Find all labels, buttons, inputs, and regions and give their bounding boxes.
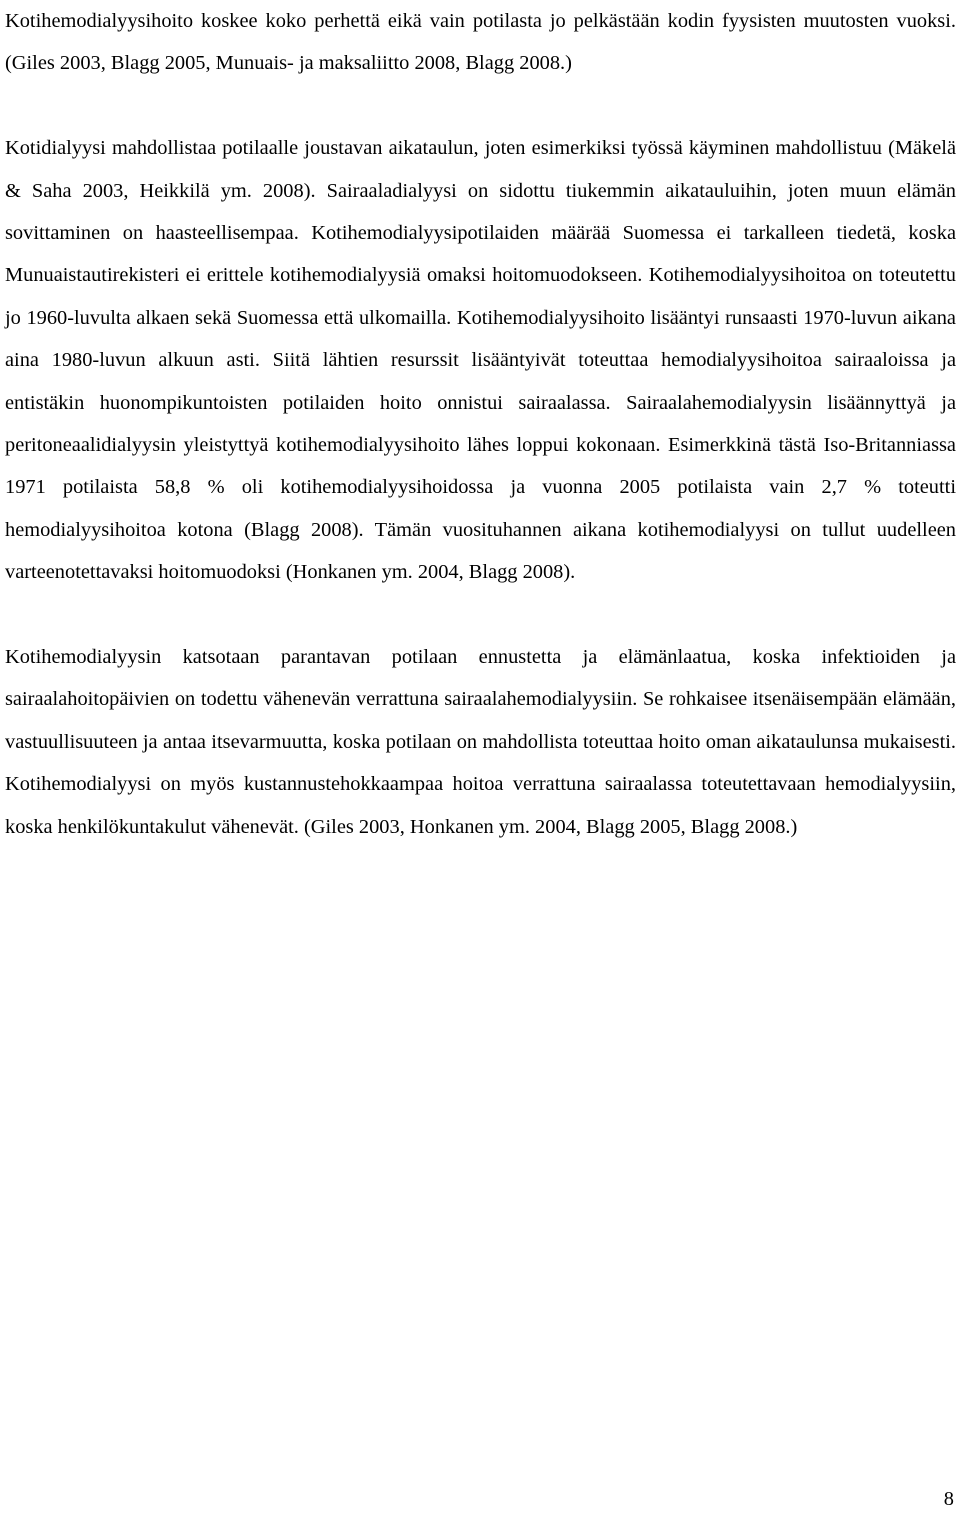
paragraph-3: Kotihemodialyysin katsotaan parantavan potilaan ennustetta ja elämänlaatua, koska infektioiden ja sairaalahoitopäivien on todettu vähenevän verrattuna sairaalahemodialyysiin. Se rohkaisee itsenäisempään elämään, vastuullisuuteen ja antaa itsevarmuutta, koska potilaan on mahdollista toteuttaa hoito oman aikataulunsa mukaisesti. Kotihemodialyysi on myös kustannustehokkaampaa hoitoa verrattuna sairaalassa toteutettavaan hemodialyysiin, koska henkilökuntakulut vähenevät. (Giles 2003, Honkanen ym. 2004, Blagg 2005, Blagg 2008.) xyxy=(5,646,956,838)
paragraph-2: Kotidialyysi mahdollistaa potilaalle joustavan aikataulun, joten esimerkiksi työssä käyminen mahdollistuu (Mäkelä & Saha 2003, Heikkilä ym. 2008). Sairaaladialyysi on sidottu tiukemmin aikatauluihin, joten muun elämän sovittaminen on haasteellisempaa. Kotihemodialyysipotilaiden määrää Suomessa ei tarkalleen tiedetä, koska Munuaistautirekisteri ei erittele kotihemodialyysiä omaksi hoitomuodokseen. Kotihemodialyysihoitoa on toteutettu jo 1960-luvulta alkaen sekä Suomessa että ulkomailla. Kotihemodialyysihoito lisääntyi runsaasti 1970-luvun aikana aina 1980-luvun alkuun asti. Siitä lähtien resurssit lisääntyivät toteuttaa hemodialyysihoitoa sairaaloissa ja entistäkin huonompikuntoisten potilaiden hoito onnistui sairaalassa. Sairaalahemodialyysin lisäännyttyä ja peritoneaalidialyysin yleistyttyä kotihemodialyysihoito lähes loppui kokonaan. Esimerkkinä tästä Iso-Britanniassa 1971 potilaista 58,8 % oli kotihemodialyysihoidossa ja vuonna 2005 potilaista vain 2,7 % toteutti hemodialyysihoitoa kotona (Blagg 2008). Tämän vuosituhannen aikana kotihemodialyysi on tullut uudelleen varteenotettavaksi hoitomuodoksi (Honkanen ym. 2004, Blagg 2008). xyxy=(5,137,956,584)
paragraph-1: Kotihemodialyysihoito koskee koko perhettä eikä vain potilasta jo pelkästään kodin fyysisten muutosten vuoksi. (Giles 2003, Blagg 2005, Munuais- ja maksaliitto 2008, Blagg 2008.) xyxy=(5,10,956,75)
body-text xyxy=(5,0,956,848)
page-number: 8 xyxy=(943,1488,954,1510)
